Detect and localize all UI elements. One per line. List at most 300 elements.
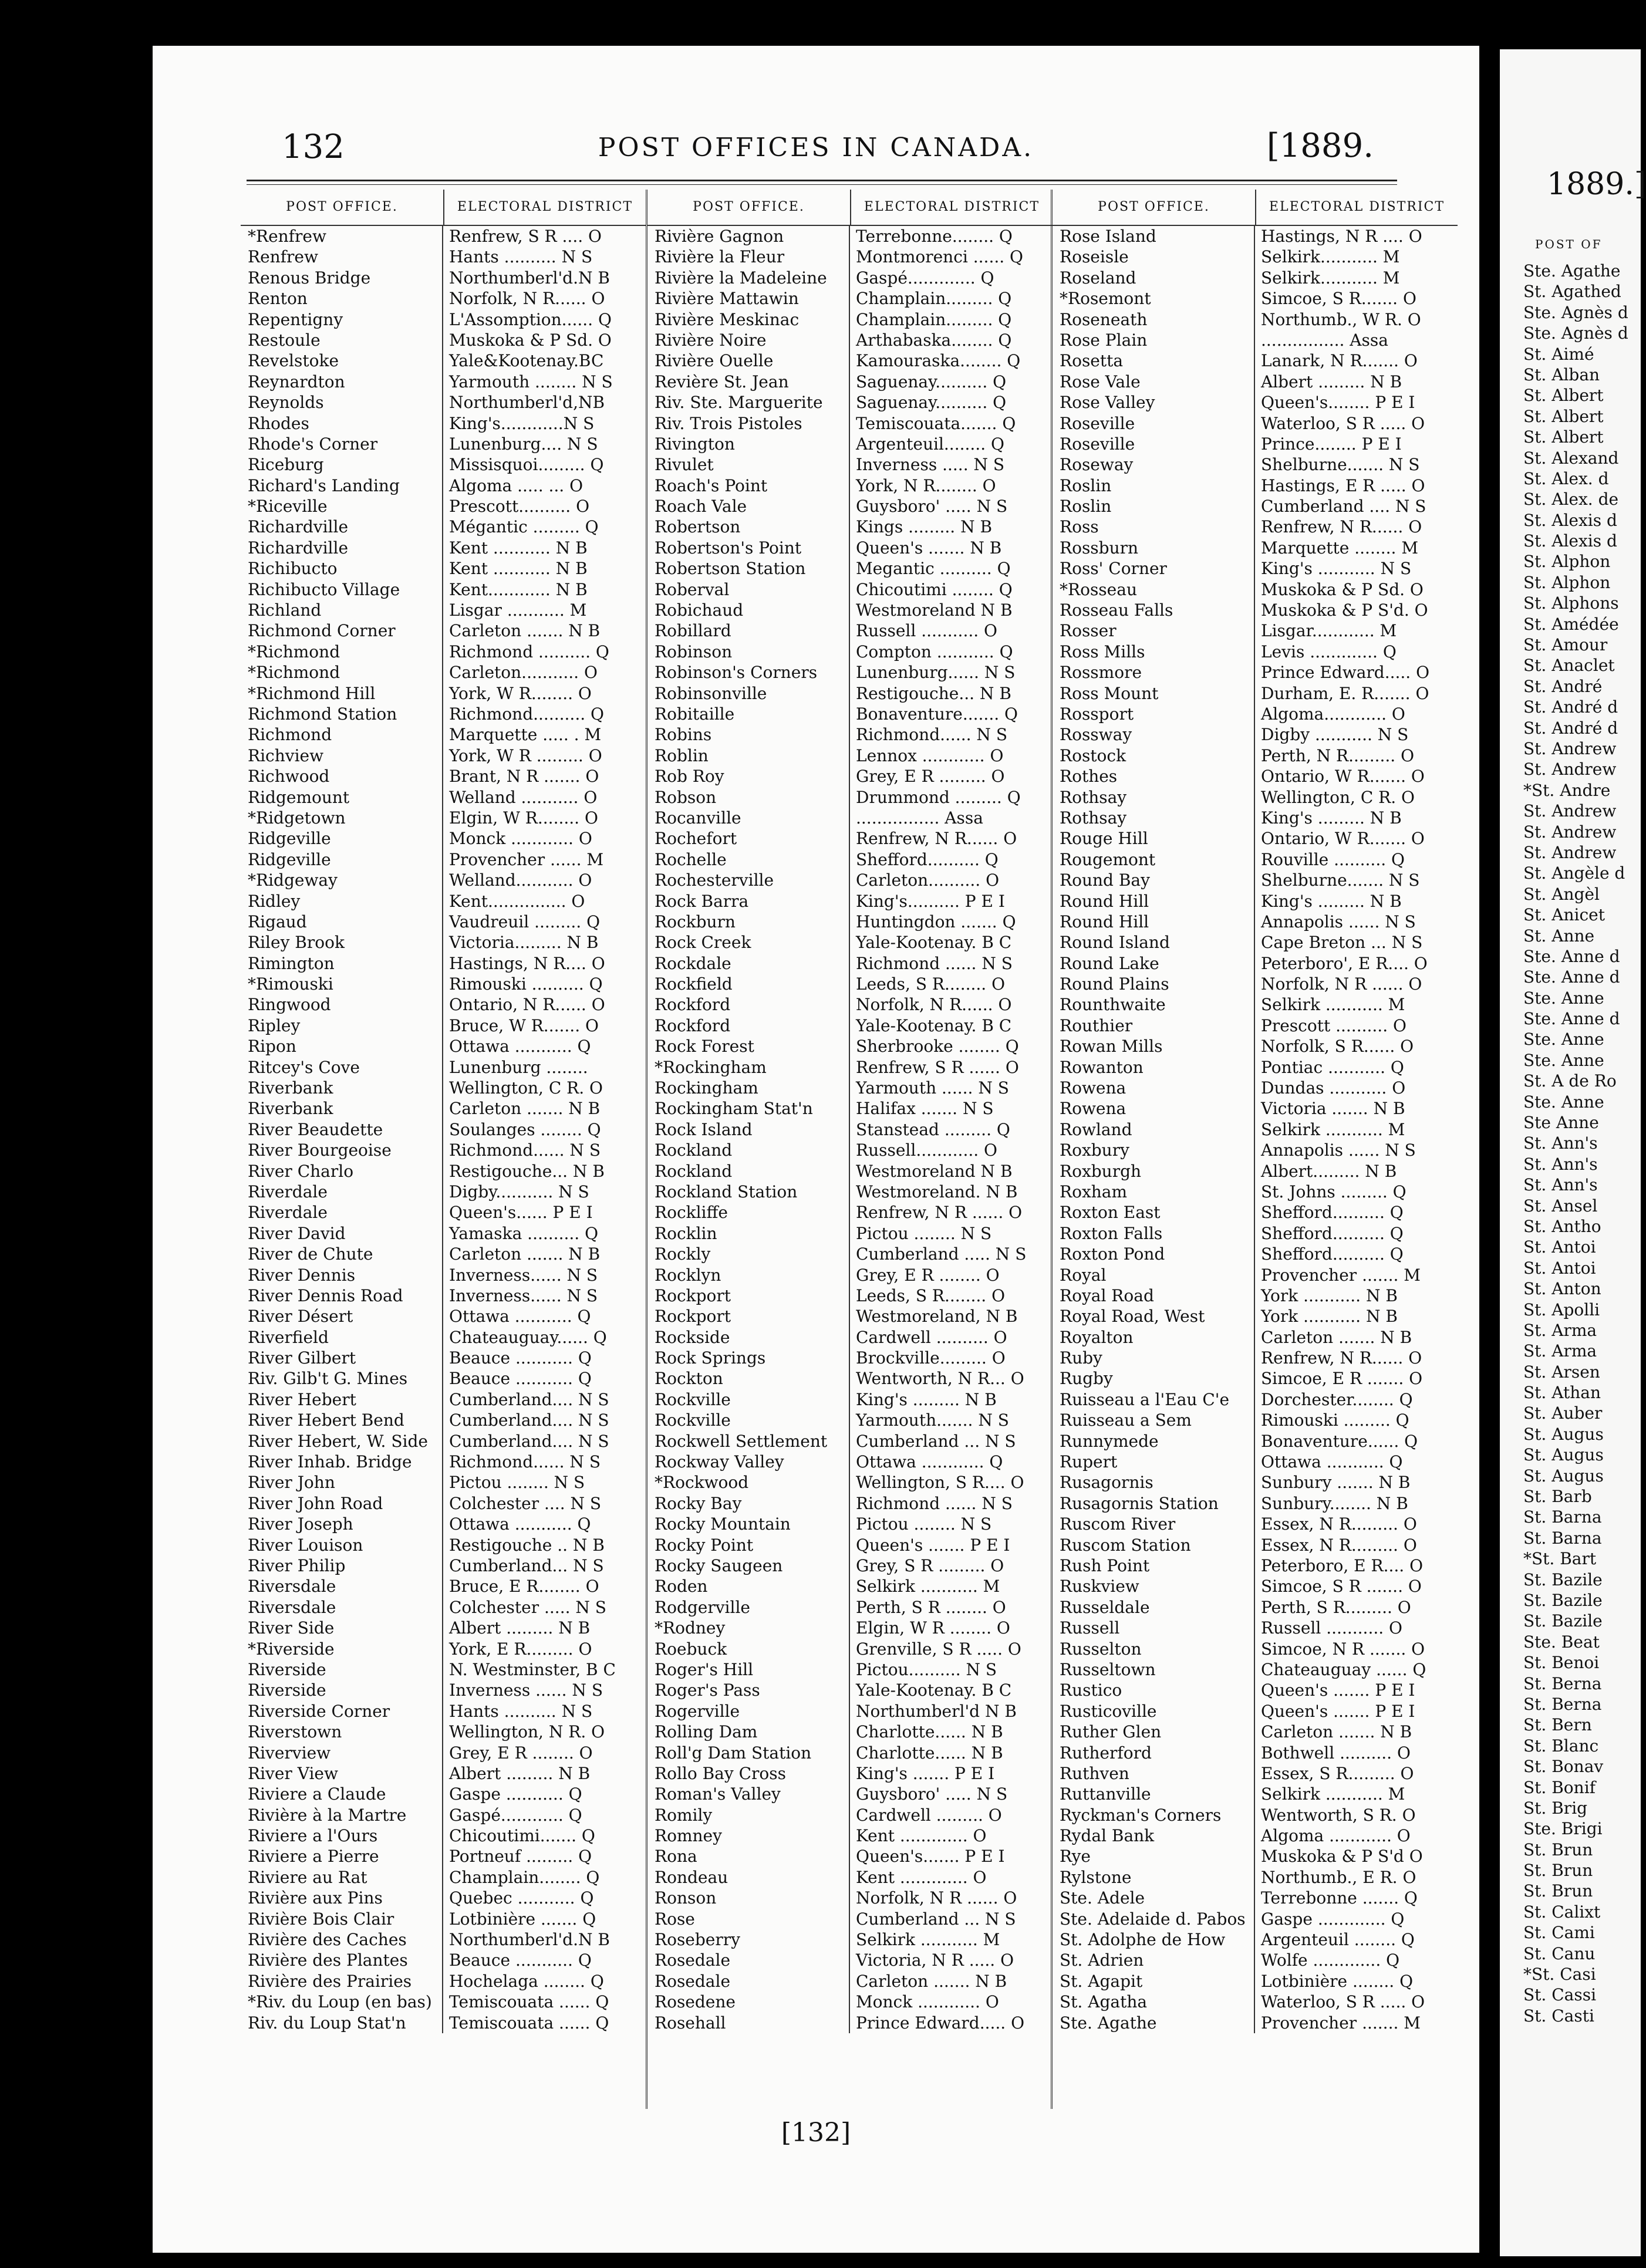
list-item: [241, 1015, 646, 1036]
electoral-district: Vaudreuil ......... Q: [449, 912, 601, 932]
post-office-name: Rossport: [1053, 704, 1255, 724]
post-office-name: Romily: [647, 1805, 850, 1825]
electoral-district: Yale-Kootenay. B C: [856, 1680, 1012, 1700]
electoral-district: Inverness...... N S: [449, 1285, 598, 1305]
post-office-name: Rossburn: [1053, 538, 1255, 558]
post-office-name: Ripley: [241, 1015, 443, 1036]
electoral-district: Portneuf ......... Q: [449, 1847, 592, 1867]
post-office-name: Russeltown: [1053, 1659, 1255, 1680]
list-item: [1053, 1327, 1458, 1348]
post-office-name: Rona: [647, 1846, 850, 1867]
post-office-name: Roach Vale: [647, 496, 850, 517]
list-item: [1053, 1036, 1458, 1057]
post-office-name: Riversdale: [241, 1597, 443, 1618]
electoral-district: Renfrew, S R ...... O: [856, 1057, 1019, 1077]
electoral-district: Kent............... O: [449, 891, 585, 911]
list-item: [241, 1825, 646, 1846]
electoral-district: Hastings, E R ..... O: [1261, 475, 1425, 495]
facing-page-entry: St. Antoi: [1523, 1258, 1596, 1278]
electoral-district: Hastings, N R .... O: [1261, 227, 1422, 246]
post-office-name: Roxburgh: [1053, 1161, 1255, 1182]
list-item: [1053, 683, 1458, 704]
list-item: [241, 600, 646, 620]
post-office-name: River John Road: [241, 1493, 443, 1514]
post-office-name: River View: [241, 1763, 443, 1784]
post-office-name: Rivulet: [647, 454, 850, 475]
facing-page-year: 1889.]: [1547, 167, 1646, 202]
list-item: [647, 724, 1053, 745]
electoral-district: Sherbrooke ........ Q: [856, 1037, 1019, 1057]
list-item: [1053, 662, 1458, 683]
electoral-district: Waterloo, S R ..... O: [1261, 1992, 1425, 2012]
electoral-district: Hastings, N R.... O: [449, 953, 605, 973]
electoral-district: Digby ........... N S: [1261, 725, 1409, 745]
list-item: [241, 1119, 646, 1140]
list-item: [241, 745, 646, 766]
list-item: [241, 1327, 646, 1348]
list-item: [1053, 1597, 1458, 1618]
electoral-district: Northumberl'd,NB: [449, 393, 605, 413]
post-office-name: Round Bay: [1053, 870, 1255, 890]
electoral-district: Ontario, W R....... O: [1261, 767, 1425, 787]
list-item: [241, 496, 646, 517]
electoral-district: King's ........... N S: [1261, 559, 1412, 579]
post-office-name: Round Hill: [1053, 891, 1255, 912]
post-office-name: Round Island: [1053, 932, 1255, 953]
electoral-district: Wentworth, N R... O: [856, 1369, 1024, 1389]
list-item: [647, 1597, 1053, 1618]
post-office-name: Rounthwaite: [1053, 994, 1255, 1015]
electoral-district: Prince Edward..... O: [856, 2013, 1025, 2033]
page-footer: [132]: [781, 2118, 851, 2148]
electoral-district: Kamouraska........ Q: [856, 351, 1021, 371]
post-office-name: River Hebert Bend: [241, 1410, 443, 1430]
electoral-district: Russell ........... O: [856, 621, 997, 641]
electoral-district: Simcoe, E R ....... O: [1261, 1369, 1423, 1389]
electoral-district: Huntingdon ....... Q: [856, 912, 1016, 932]
post-office-name: Ruscom Station: [1053, 1535, 1255, 1555]
post-office-header: POST OFFICE.: [1053, 190, 1256, 225]
electoral-district: Victoria......... N B: [449, 933, 599, 953]
facing-page-entry: St. Bern: [1523, 1715, 1592, 1735]
facing-page-entry: Ste. Anne: [1523, 1030, 1604, 1049]
list-item: [647, 1929, 1053, 1950]
list-item: [241, 1431, 646, 1452]
facing-page-entry: St. Antoi: [1523, 1237, 1596, 1257]
list-item: [647, 1805, 1053, 1825]
list-item: [241, 787, 646, 808]
post-office-name: Rockburn: [647, 912, 850, 932]
electoral-district: Brant, N R ....... O: [449, 767, 599, 787]
page-year: [1889.: [1266, 127, 1374, 165]
post-office-name: Russeldale: [1053, 1597, 1255, 1618]
electoral-district: Pontiac ........... Q: [1261, 1057, 1404, 1077]
electoral-district: Levis ............. Q: [1261, 642, 1397, 662]
post-office-name: Rock Creek: [647, 932, 850, 953]
post-office-name: Rockland: [647, 1161, 850, 1182]
list-item: [241, 974, 646, 994]
electoral-district: Bruce, W R....... O: [449, 1015, 599, 1035]
electoral-district: Ottawa ........... Q: [449, 1307, 591, 1327]
list-item: [647, 849, 1053, 870]
facing-page-entry: St. Agathed: [1523, 282, 1621, 302]
facing-page-entry: St. Antho: [1523, 1216, 1601, 1236]
post-office-name: Robins: [647, 724, 850, 745]
electoral-district: Westmoreland. N B: [856, 1182, 1018, 1202]
electoral-district: Prescott .......... O: [1261, 1015, 1406, 1035]
electoral-district: Gaspe ........... Q: [449, 1784, 582, 1804]
list-item: [1053, 1285, 1458, 1306]
list-item: [647, 1182, 1053, 1202]
post-office-name: Richardville: [241, 538, 443, 558]
post-office-name: Ross' Corner: [1053, 558, 1255, 579]
facing-page-entry: St. Ansel: [1523, 1196, 1598, 1216]
post-office-name: Ripon: [241, 1036, 443, 1057]
post-office-name: Rose Valley: [1053, 392, 1255, 413]
list-item: [647, 620, 1053, 641]
post-office-name: Rosetta: [1053, 350, 1255, 371]
electoral-district: Ottawa ............ Q: [856, 1452, 1003, 1472]
list-item: [1053, 1368, 1458, 1389]
electoral-district: Saguenay.......... Q: [856, 372, 1007, 392]
facing-page-entry: Ste. Agnès d: [1523, 302, 1628, 322]
list-item: [647, 1057, 1053, 1078]
list-item: [241, 683, 646, 704]
facing-page-entry: St. Arma: [1523, 1320, 1597, 1340]
electoral-district: Bonaventure...... Q: [1261, 1431, 1418, 1451]
list-item: [647, 1119, 1053, 1140]
electoral-district: Lunenburg...... N S: [856, 663, 1016, 683]
list-item: [241, 1743, 646, 1763]
list-item: [647, 1888, 1053, 1908]
electoral-district: Saguenay.......... Q: [856, 393, 1007, 413]
list-item: [241, 517, 646, 537]
electoral-district: Prince Edward..... O: [1261, 663, 1430, 683]
list-item: [1053, 226, 1458, 247]
electoral-district: Northumb., E R. O: [1261, 1867, 1416, 1887]
facing-page-entry: Ste. Anne: [1523, 1092, 1604, 1112]
electoral-district: Inverness ...... N S: [449, 1680, 603, 1700]
facing-page-entry: St. Apolli: [1523, 1300, 1600, 1319]
electoral-district: Bothwell .......... O: [1261, 1743, 1411, 1763]
electoral-district: Richmond...... N S: [449, 1452, 601, 1472]
electoral-district: Marquette ........ M: [1261, 538, 1419, 558]
list-item: [647, 434, 1053, 454]
post-office-name: *Richmond: [241, 642, 443, 662]
electoral-district: Grey, E R ........ O: [449, 1743, 593, 1763]
electoral-district: Colchester ..... N S: [449, 1597, 606, 1617]
post-office-name: Reynolds: [241, 392, 443, 413]
electoral-district: Wellington, C R. O: [449, 1078, 603, 1098]
electoral-district: Renfrew, N R...... O: [1261, 517, 1422, 537]
post-office-name: Rigaud: [241, 912, 443, 932]
post-office-name: River de Chute: [241, 1244, 443, 1264]
post-office-name: Renfrew: [241, 247, 443, 267]
list-item: [1053, 538, 1458, 558]
list-item: [1053, 1992, 1458, 2012]
post-office-name: Ste. Agathe: [1053, 2013, 1255, 2033]
electoral-district: York, E R......... O: [449, 1639, 592, 1659]
list-item: [1053, 1140, 1458, 1160]
list-item: [647, 787, 1053, 808]
electoral-district: Guysboro' ..... N S: [856, 1784, 1008, 1804]
post-office-name: Riviere au Rat: [241, 1867, 443, 1888]
list-item: [241, 1535, 646, 1555]
post-office-name: Ridley: [241, 891, 443, 912]
list-item: [647, 1265, 1053, 1285]
post-office-name: Robitaille: [647, 704, 850, 724]
facing-page-entry: St. Bonav: [1523, 1757, 1604, 1777]
electoral-district: Selkirk........... M: [1261, 268, 1400, 288]
electoral-district: Sunbury........ N B: [1261, 1493, 1408, 1513]
list-item: [1053, 1701, 1458, 1722]
electoral-district: Richmond .......... Q: [449, 642, 609, 662]
list-item: [1053, 2013, 1458, 2033]
post-office-name: Rosseau Falls: [1053, 600, 1255, 620]
list-item: [241, 953, 646, 974]
list-item: [1053, 1202, 1458, 1223]
list-item: [647, 309, 1053, 330]
list-item: [241, 1223, 646, 1244]
facing-page-entry: St. Alexis d: [1523, 510, 1617, 530]
electoral-district: Bruce, E R........ O: [449, 1577, 599, 1597]
electoral-district: Chateauguay ...... Q: [1261, 1659, 1426, 1679]
post-office-name: Ross Mills: [1053, 642, 1255, 662]
electoral-district: Grey, S R ......... O: [856, 1556, 1004, 1575]
list-item: [1053, 1722, 1458, 1742]
list-item: [1053, 1078, 1458, 1098]
post-office-name: Roseland: [1053, 268, 1255, 288]
post-office-name: Richmond: [241, 724, 443, 745]
facing-page-entry: Ste. Beat: [1523, 1632, 1600, 1652]
post-office-name: Royalton: [1053, 1327, 1255, 1348]
electoral-district: Durham, E. R....... O: [1261, 683, 1429, 703]
post-office-name: Rosedene: [647, 1992, 850, 2012]
list-item: [241, 434, 646, 454]
list-item: [1053, 912, 1458, 932]
facing-page-entry: Ste. Agnès d: [1523, 323, 1628, 343]
list-item: [241, 1265, 646, 1285]
post-office-name: *Rockingham: [647, 1057, 850, 1078]
post-office-name: Rosehall: [647, 2013, 850, 2033]
list-item: [1053, 620, 1458, 641]
post-office-name: Richmond Corner: [241, 620, 443, 641]
list-item: [241, 994, 646, 1015]
list-item: [647, 704, 1053, 724]
post-office-name: Restoule: [241, 330, 443, 350]
facing-page-entry: St. Anicet: [1523, 905, 1605, 925]
post-office-name: Rivière Noire: [647, 330, 850, 350]
list-item: [647, 1846, 1053, 1867]
list-item: [241, 1202, 646, 1223]
list-item: [1053, 1098, 1458, 1119]
list-item: [1053, 1805, 1458, 1825]
list-item: [647, 1140, 1053, 1160]
list-item: [241, 372, 646, 392]
list-item: [1053, 1452, 1458, 1472]
post-office-name: Rutherford: [1053, 1743, 1255, 1763]
post-office-name: Robillard: [647, 620, 850, 641]
list-item: [647, 642, 1053, 662]
electoral-district: Marquette ..... . M: [449, 725, 602, 745]
electoral-district: Soulanges ........ Q: [449, 1119, 601, 1139]
electoral-district: Brockville......... O: [856, 1348, 1006, 1368]
list-item: [241, 1680, 646, 1700]
list-item: [647, 1992, 1053, 2012]
list-item: [647, 870, 1053, 890]
electoral-district: Kent............ N B: [449, 579, 588, 599]
post-office-name: *Riverside: [241, 1639, 443, 1659]
electoral-district: Guysboro' ..... N S: [856, 497, 1008, 517]
list-item: [1053, 1784, 1458, 1804]
facing-page-entry: St. Anton: [1523, 1279, 1601, 1299]
electoral-district: Grey, E R ......... O: [856, 767, 1005, 787]
electoral-district: Arthabaska........ Q: [856, 330, 1012, 350]
post-office-name: Rothsay: [1053, 787, 1255, 808]
facing-page-entry: St. Alexis d: [1523, 531, 1617, 551]
list-item: [647, 932, 1053, 953]
electoral-district: Richmond...... N S: [449, 1140, 601, 1160]
list-item: [241, 1763, 646, 1784]
list-item: [1053, 849, 1458, 870]
electoral-district: Lunenburg ........: [449, 1057, 588, 1077]
electoral-district: Waterloo, S R ..... O: [1261, 413, 1425, 433]
electoral-district: Norfolk, N R ...... O: [856, 1888, 1017, 1908]
post-office-name: Rivington: [647, 434, 850, 454]
list-item: [241, 1929, 646, 1950]
electoral-district: Missisquoi......... Q: [449, 455, 604, 475]
post-office-name: Rugby: [1053, 1368, 1255, 1389]
electoral-district-header: ELECTORAL DISTRICT: [1269, 200, 1445, 214]
facing-page-entry: St. Anne: [1523, 926, 1595, 946]
list-item: [647, 268, 1053, 288]
list-item: [241, 1992, 646, 2012]
list-item: [1053, 787, 1458, 808]
electoral-district: Carleton ....... N B: [1261, 1722, 1412, 1742]
facing-page-entry: St. A de Ro: [1523, 1071, 1617, 1091]
post-office-name: Round Lake: [1053, 953, 1255, 974]
electoral-district: Mégantic ......... Q: [449, 517, 599, 537]
post-office-name: Robinson: [647, 642, 850, 662]
list-item: [647, 1472, 1053, 1493]
electoral-district: King's............N S: [449, 413, 595, 433]
post-office-name: Rocky Bay: [647, 1493, 850, 1514]
post-office-name: Richland: [241, 600, 443, 620]
electoral-district: Richmond.......... Q: [449, 704, 604, 724]
facing-page-entry: St. Berna: [1523, 1673, 1602, 1693]
post-office-name: Routhier: [1053, 1015, 1255, 1036]
list-item: [1053, 1763, 1458, 1784]
list-item: [647, 372, 1053, 392]
facing-page-entries: [1523, 261, 1628, 2026]
list-item: [241, 1057, 646, 1078]
electoral-district: Temiscouata ...... Q: [449, 1992, 609, 2012]
list-item: [241, 350, 646, 371]
list-item: [1053, 1057, 1458, 1078]
electoral-district: Monck ............ O: [449, 829, 592, 849]
electoral-district: Charlotte...... N B: [856, 1722, 1003, 1742]
electoral-district: Cumberland... N S: [449, 1556, 604, 1575]
post-office-name: Rhodes: [241, 413, 443, 434]
list-item: [241, 392, 646, 413]
electoral-district: Carleton.......... O: [856, 870, 1000, 890]
electoral-district: Lotbinière ....... Q: [449, 1909, 596, 1929]
list-item: [241, 1867, 646, 1888]
list-item: [1053, 413, 1458, 434]
post-office-name: Rochefort: [647, 828, 850, 849]
electoral-district-header: ELECTORAL DISTRICT: [457, 200, 633, 214]
list-item: [1053, 1888, 1458, 1908]
list-item: [647, 1514, 1053, 1534]
list-item: [647, 745, 1053, 766]
column-3: [1051, 190, 1458, 2109]
list-item: [647, 1493, 1053, 1514]
list-item: [1053, 1472, 1458, 1493]
list-item: [647, 1389, 1053, 1410]
post-office-name: Roseisle: [1053, 247, 1255, 267]
list-item: [647, 1618, 1053, 1638]
post-office-name: *Riceville: [241, 496, 443, 517]
post-office-name: Ringwood: [241, 994, 443, 1015]
electoral-district: Cape Breton ... N S: [1261, 933, 1423, 953]
electoral-district: Perth, S R......... O: [1261, 1597, 1411, 1617]
electoral-district: Cardwell .......... O: [856, 1327, 1007, 1347]
post-office-name: Rivière la Madeleine: [647, 268, 850, 288]
electoral-district: Renfrew, N R...... O: [1261, 1348, 1422, 1368]
electoral-district: Gaspé............. Q: [856, 268, 994, 288]
post-office-name: Riv. Trois Pistoles: [647, 413, 850, 434]
list-item: [1053, 953, 1458, 974]
list-item: [241, 1285, 646, 1306]
electoral-district: Ottawa ........... Q: [1261, 1452, 1403, 1472]
post-office-name: Riversdale: [241, 1576, 443, 1597]
list-item: [647, 1659, 1053, 1680]
electoral-district: Chateauguay...... Q: [449, 1327, 607, 1347]
electoral-district: Megantic .......... Q: [856, 559, 1011, 579]
list-item: [1053, 496, 1458, 517]
post-office-name: Rock Forest: [647, 1036, 850, 1057]
post-office-name: River Joseph: [241, 1514, 443, 1534]
post-office-name: Rocky Saugeen: [647, 1555, 850, 1576]
list-item: [1053, 1265, 1458, 1285]
electoral-district: York ........... N B: [1261, 1285, 1398, 1305]
electoral-district: Stanstead ......... Q: [856, 1119, 1010, 1139]
post-office-name: Roslin: [1053, 475, 1255, 496]
list-item: [647, 828, 1053, 849]
facing-page-entry: *St. Andre: [1523, 780, 1611, 800]
post-office-name: Roger's Hill: [647, 1659, 850, 1680]
post-office-name: Rogerville: [647, 1701, 850, 1722]
electoral-district: Simcoe, S R ....... O: [1261, 1577, 1422, 1597]
post-office-name: Rock Springs: [647, 1348, 850, 1368]
electoral-district: Shefford.......... Q: [1261, 1223, 1404, 1243]
post-office-name: Ruisseau a Sem: [1053, 1410, 1255, 1430]
post-office-name: Rockway Valley: [647, 1452, 850, 1472]
electoral-district: Algoma ............ O: [1261, 1826, 1411, 1846]
list-item: [1053, 1410, 1458, 1430]
facing-page-entry: *St. Bart: [1523, 1549, 1597, 1569]
list-item: [1053, 1971, 1458, 1992]
post-office-name: Robichaud: [647, 600, 850, 620]
post-office-name: Rose Island: [1053, 226, 1255, 247]
list-item: [241, 288, 646, 309]
list-item: [647, 1431, 1053, 1452]
list-item: [647, 1867, 1053, 1888]
post-office-name: Rusagornis Station: [1053, 1493, 1255, 1514]
electoral-district: Richmond ...... N S: [856, 953, 1013, 973]
post-office-name: Rivière Bois Clair: [241, 1909, 443, 1929]
electoral-district: Selkirk ........... M: [1261, 1119, 1405, 1139]
